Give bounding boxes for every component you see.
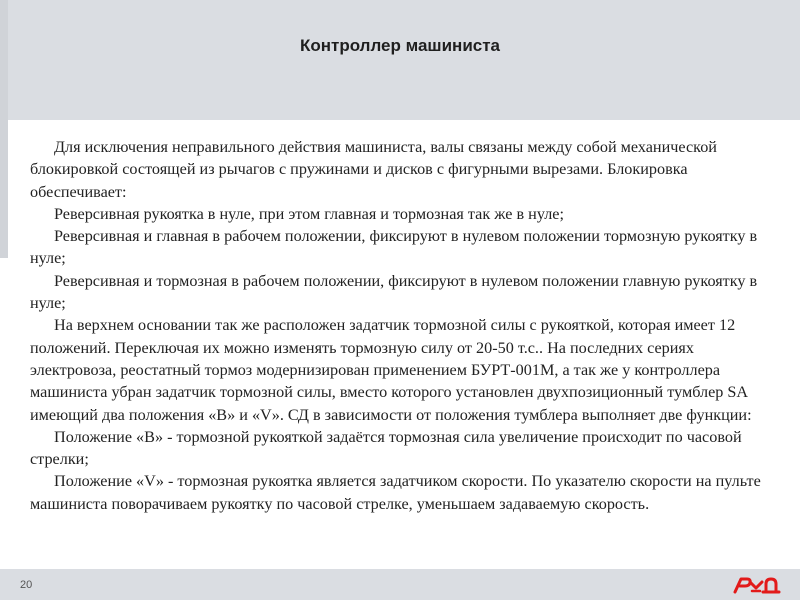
paragraph-lock-1: Реверсивная рукоятка в нуле, при этом главная и тормозная так же в нуле; xyxy=(54,204,564,223)
header-band xyxy=(8,0,800,120)
slide-body xyxy=(30,136,778,515)
paragraph-position-v: Положение «V» - тормозная рукоятка является задатчиком скорости. По указателю скорости на пульте машиниста поворачиваем рукоятку по часовой стрелке, уменьшаем задаваемую скорость. xyxy=(30,472,761,513)
paragraph-lock-2: Реверсивная и главная в рабочем положении, фиксируют в нулевом положении тормозную рукоятку в нуле; xyxy=(30,227,758,268)
paragraph-brake-setter: На верхнем основании так же расположен задатчик тормозной силы с рукояткой, которая имеет 12 положений. Переключая их можно изменять тормозную силу от 20-50 т.с.. На последних сериях электровоза, реостатный тормоз модернизирован применением БУРТ-001М, а так же у контроллера машиниста убран задатчик тормозной силы, вместо которого установлен двухпозиционный тумблер SA имеющий два положения «B» и «V». СД в зависимости от положения тумблера выполняет две функции: xyxy=(30,316,752,424)
page-number: 20 xyxy=(20,579,33,591)
rzd-logo xyxy=(730,574,782,596)
paragraph-position-b: Положение «B» - тормозной рукояткой задаётся тормозная сила увеличение происходит по часовой стрелки; xyxy=(30,427,742,469)
paragraph-intro: Для исключения неправильного действия машиниста, валы связаны между собой механической блокировкой состоящей из рычагов с пружинами и дисков с фигурными вырезами. Блокировка обеспечивает: xyxy=(30,138,717,201)
slide-title: Контроллер машиниста xyxy=(299,36,500,55)
footer-band xyxy=(0,569,800,600)
paragraph-lock-3: Реверсивная и тормозная в рабочем положении, фиксируют в нулевом положении главную рукоятку в нуле; xyxy=(30,271,758,313)
